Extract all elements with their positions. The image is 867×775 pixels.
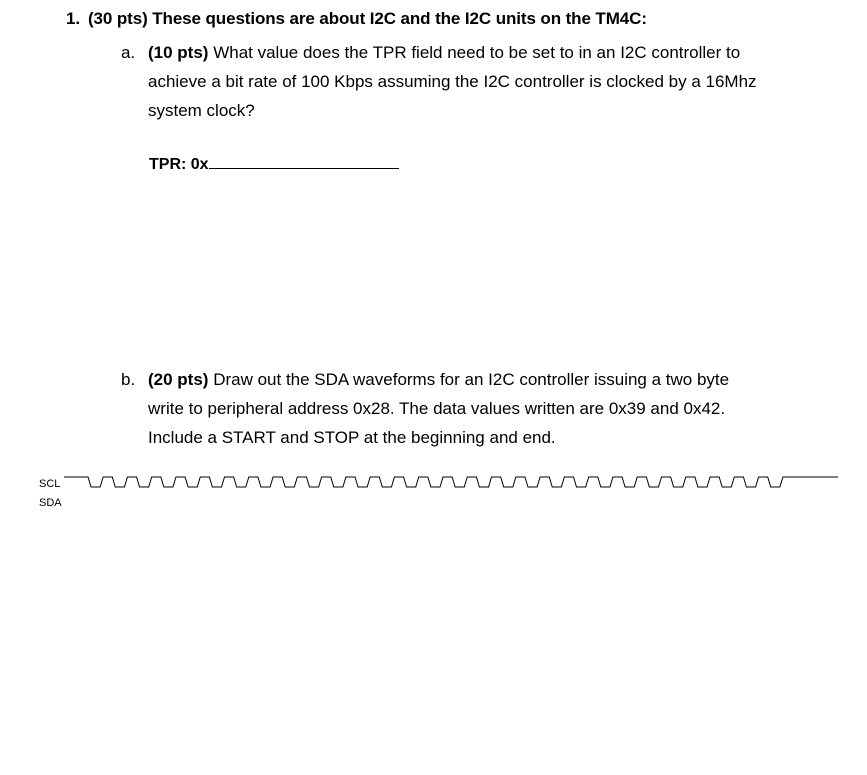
part-a-body bbox=[148, 38, 757, 125]
tpr-label: TPR: 0x bbox=[149, 156, 209, 173]
part-a-line-1 bbox=[148, 38, 757, 67]
scl-waveform-line bbox=[64, 477, 838, 487]
part-a-line-3: system clock? bbox=[148, 101, 255, 120]
tpr-answer-blank[interactable] bbox=[209, 152, 399, 169]
scl-label: SCL bbox=[39, 478, 61, 490]
sda-label: SDA bbox=[39, 497, 62, 509]
part-b-line-1-text: Draw out the SDA waveforms for an I2C controller issuing a two byte bbox=[208, 370, 730, 389]
question-number: 1. bbox=[66, 9, 80, 28]
part-a-line-2: achieve a bit rate of 100 Kbps assuming the I2C controller is clocked by a 16Mhz bbox=[148, 72, 757, 91]
part-b-points: (20 pts) bbox=[148, 370, 209, 389]
part-a-line-1-text: What value does the TPR field need to be set to in an I2C controller to bbox=[208, 43, 741, 62]
question-heading bbox=[66, 9, 647, 29]
tpr-answer bbox=[149, 152, 399, 174]
part-b-body bbox=[148, 365, 729, 452]
question-text: (30 pts) These questions are about I2C and the I2C units on the TM4C: bbox=[87, 9, 647, 28]
part-b-letter: b. bbox=[121, 370, 136, 389]
part-b-line-2: write to peripheral address 0x28. The data values written are 0x39 and 0x42. bbox=[148, 399, 726, 418]
part-a-letter: a. bbox=[121, 43, 136, 62]
part-b-line-1 bbox=[148, 365, 729, 394]
part-a-points: (10 pts) bbox=[148, 43, 209, 62]
part-b-line-3: Include a START and STOP at the beginning and end. bbox=[148, 428, 556, 447]
scl-waveform bbox=[0, 470, 867, 500]
